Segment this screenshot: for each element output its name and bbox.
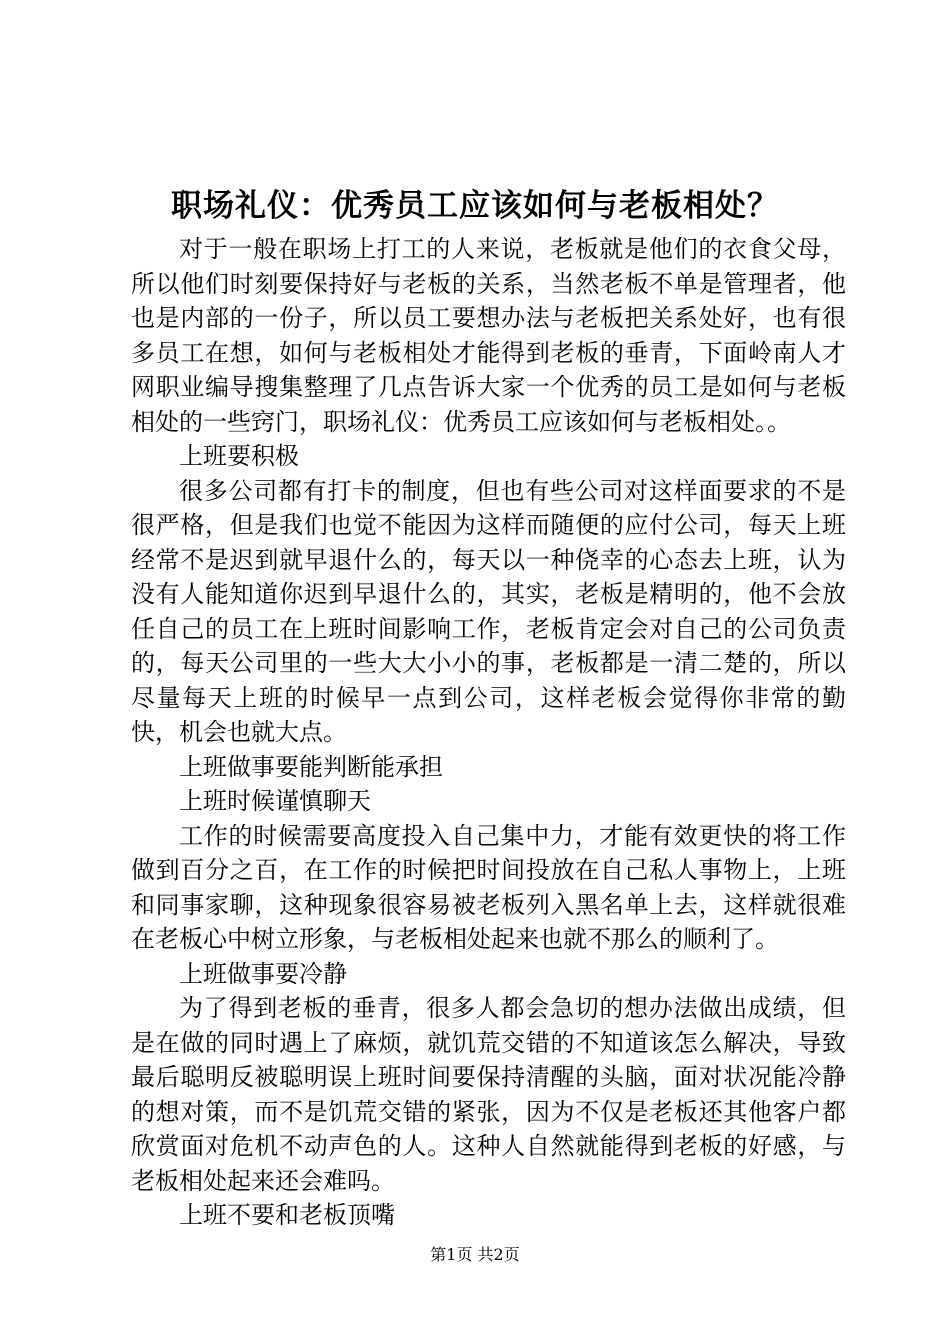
document-body	[131, 232, 846, 1233]
section-heading-stay-calm: 上班做事要冷静	[179, 959, 347, 988]
section-heading-judgement: 上班做事要能判断能承担	[179, 752, 443, 781]
section-heading-no-backtalk: 上班不要和老板顶嘴	[179, 1201, 395, 1229]
paragraph-punctuality: 很多公司都有打卡的制度，但也有些公司对这样面要求的不是很严格，但是我们也觉不能因为这样而随便的应付公司，每天上班经常不是迟到就早退什么的，每天以一种侥幸的心态去上班，认为没有人能知道你迟到早退什么的，其实，老板是精明的，他不会放任自己的员工在上班时间影响工作，老板肯定会对自己的公司负责的，每天公司里的一些大大小小的事，老板都是一清二楚的，所以尽量每天上班的时候早一点到公司，这样老板会觉得你非常的勤快，机会也就大点。	[131, 476, 846, 746]
paragraph-calm: 为了得到老板的垂青，很多人都会急切的想办法做出成绩，但是在做的同时遇上了麻烦，就饥荒交错的不知道该怎么解决，导致最后聪明反被聪明误上班时间要保持清醒的头脑，面对状况能冷静的想对策，而不是饥荒交错的紧张，因为不仅是老板还其他客户都欣赏面对危机不动声色的人。这种人自然就能得到老板的好感，与老板相处起来还会难吗。	[131, 994, 846, 1195]
intro-paragraph: 对于一般在职场上打工的人来说，老板就是他们的衣食父母，所以他们时刻要保持好与老板的关系，当然老板不单是管理者，他也是内部的一份子，所以员工要想办法与老板把关系处好，也有很多员工在想，如何与老板相处才能得到老板的垂青，下面岭南人才网职业编导搜集整理了几点告诉大家一个优秀的员工是如何与老板相处的一些窍门，职场礼仪：优秀员工应该如何与老板相处。。	[131, 235, 846, 436]
page-number-footer: 第1页 共2页	[430, 1245, 520, 1264]
section-heading-be-positive: 上班要积极	[179, 442, 299, 470]
paragraph-focus: 工作的时候需要高度投入自己集中力，才能有效更快的将工作做到百分之百，在工作的时候把时间投放在自己私人事物上，上班和同事家聊，这种现象很容易被老板列入黑名单上去，这样就很难在老板心中树立形象，与老板相处起来也就不那么的顺利了。	[131, 821, 846, 953]
document-title: 职场礼仪：优秀员工应该如何与老板相处？	[171, 188, 779, 224]
section-heading-careful-chat: 上班时候谨慎聊天	[179, 787, 371, 815]
